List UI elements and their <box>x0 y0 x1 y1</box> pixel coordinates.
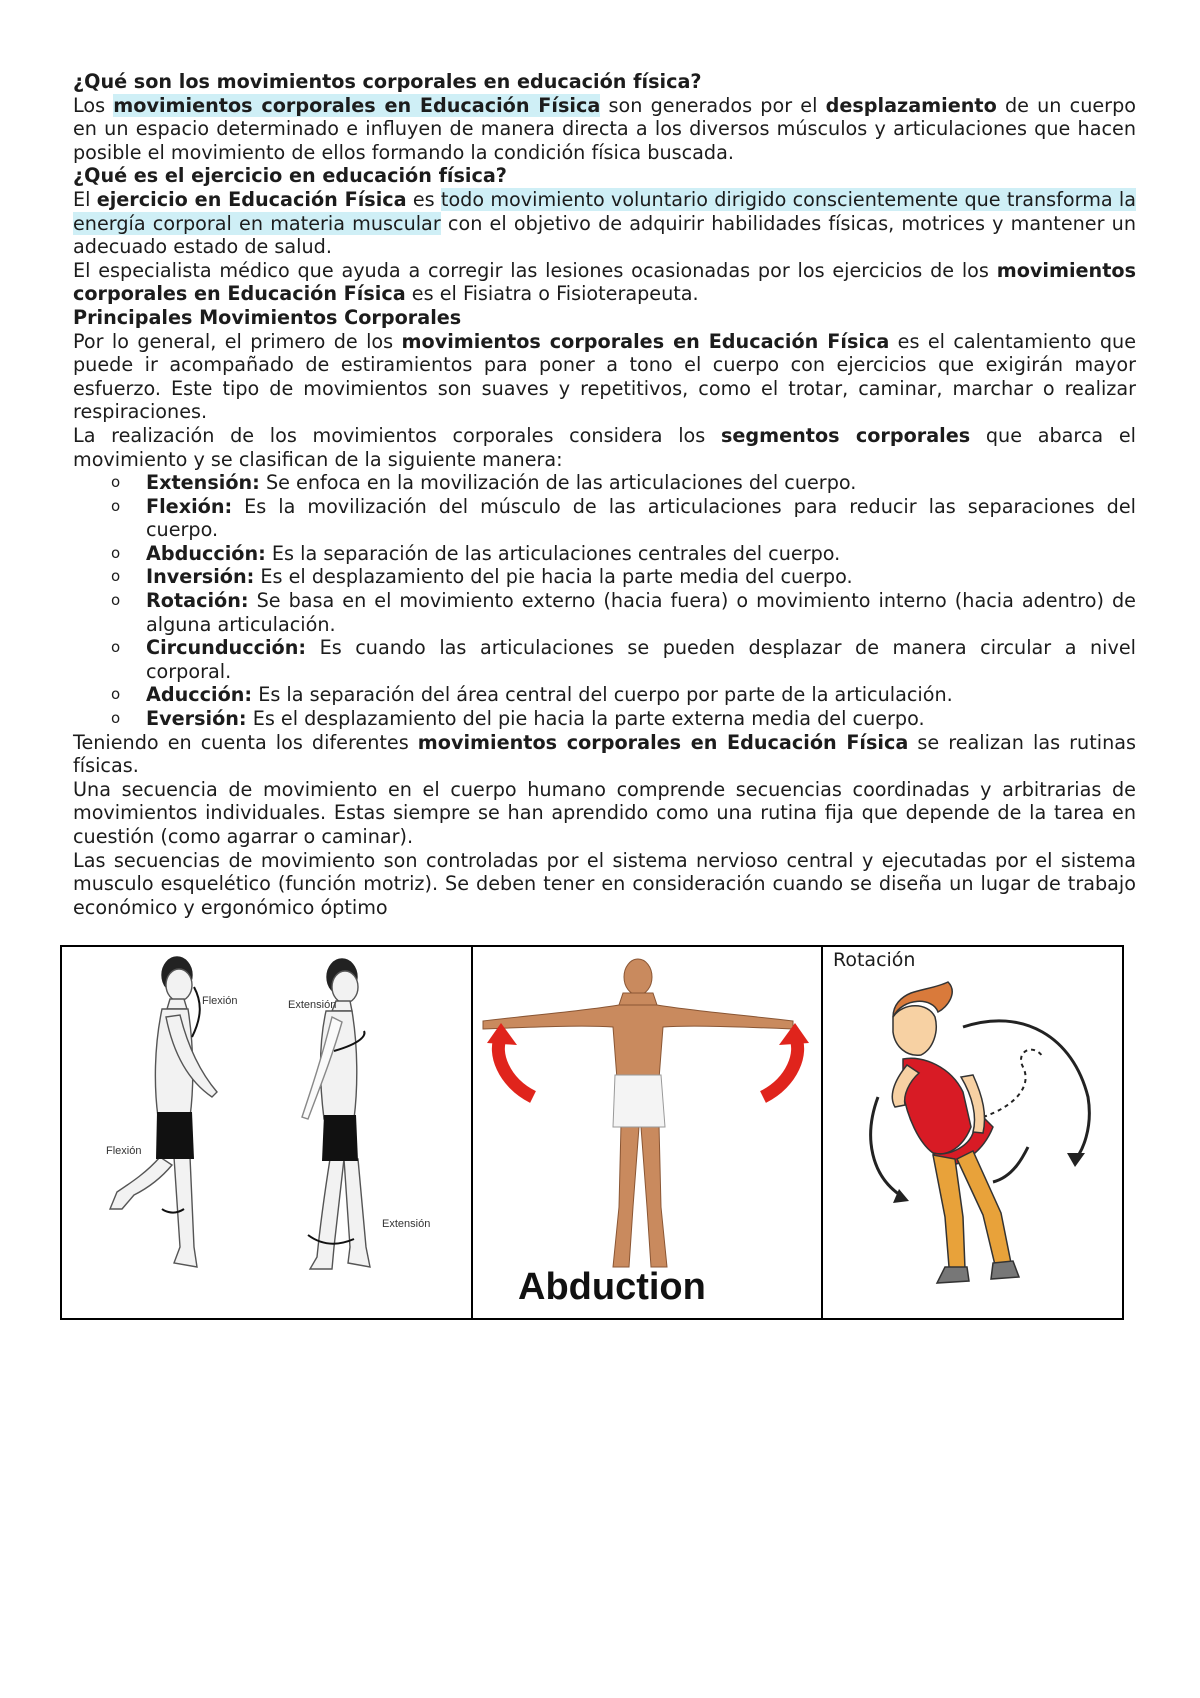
figure-flexion-extension <box>62 947 473 1318</box>
list-desc: Es el desplazamiento del pie hacia la parte externa media del cuerpo. <box>246 707 925 731</box>
paragraph-movimientos <box>73 94 1136 165</box>
document-body <box>73 70 1136 919</box>
arrow-right <box>763 1037 798 1097</box>
bullet-icon: o <box>111 685 121 704</box>
text: La realización de los movimientos corporales considera los <box>73 423 721 447</box>
list-term: Circunducción: <box>146 636 307 660</box>
list-term: Eversión: <box>146 707 247 731</box>
shorts <box>613 1075 665 1127</box>
list-term: Inversión: <box>146 565 255 589</box>
bold-term: segmentos corporales <box>720 423 971 447</box>
bullet-icon: o <box>111 473 121 492</box>
rotacion-illustration <box>823 947 1122 1318</box>
bold-term: movimientos corporales en Educación Física <box>73 258 1136 306</box>
shorts <box>156 1112 194 1159</box>
list-term: Aducción: <box>146 683 253 707</box>
list-desc: Es la separación del área central del cuerpo por parte de la articulación. <box>252 683 953 707</box>
heading-ejercicio: ¿Qué es el ejercicio en educación física? <box>73 164 507 188</box>
list-desc: Es el desplazamiento del pie hacia la parte media del cuerpo. <box>254 565 853 589</box>
text: Por lo general, el primero de los <box>73 329 402 353</box>
heading-movimientos: ¿Qué son los movimientos corporales en educación física? <box>73 70 702 93</box>
abduction-illustration <box>473 947 823 1318</box>
text: de un cuerpo en un espacio determinado e influyen de manera directa a los diversos músculos y articulaciones que hacen posible el movimiento de ellos formando la condición física buscada. <box>73 93 1136 164</box>
figure-table <box>60 945 1124 1320</box>
text: es el calentamiento que puede ir acompañado de estiramientos para poner a tono el cuerpo con ejercicios que exigirán mayor esfuerzo. Este tipo de movimientos son suaves y repetitivos, como el trotar, caminar, marchar o realizar respiraciones. <box>73 329 1136 424</box>
list-item <box>73 589 1136 636</box>
list-item <box>73 495 1136 542</box>
bullet-icon: o <box>111 567 121 586</box>
list-desc: Es cuando las articulaciones se pueden desplazar de manera circular a nivel corporal. <box>146 636 1136 683</box>
bullet-icon: o <box>111 638 121 657</box>
list-term: Rotación: <box>146 589 249 613</box>
list-item <box>73 683 1136 707</box>
list-item <box>73 636 1136 683</box>
text: El <box>73 187 97 211</box>
label-flexion-top: Flexión <box>202 995 238 1007</box>
paragraph-ejercicio <box>73 188 1136 259</box>
bullet-icon: o <box>111 496 121 515</box>
list-item <box>73 565 1136 589</box>
text: se realizan las rutinas físicas. <box>73 730 1136 778</box>
list-desc: Se basa en el movimiento externo (hacia fuera) o movimiento interno (hacia adentro) de alguna articulación. <box>146 589 1136 636</box>
list-term: Flexión: <box>146 494 233 518</box>
text: El especialista médico que ayuda a corregir las lesiones ocasionadas por los ejercicios de los <box>73 258 997 282</box>
text: con el objetivo de adquirir habilidades físicas, motrices y mantener un adecuado estado de salud. <box>73 211 1136 259</box>
text: es el Fisiatra o Fisioterapeuta. <box>405 282 699 306</box>
highlighted-definition: todo movimiento voluntario dirigido conscientemente que transforma la energía corporal en materia muscular <box>73 187 1136 235</box>
highlighted-term: movimientos corporales en Educación Física <box>113 93 601 117</box>
label-extension-leg: Extensión <box>382 1218 431 1230</box>
list-term: Abducción: <box>146 541 266 565</box>
list-desc: Es la separación de las articulaciones centrales del cuerpo. <box>265 541 841 565</box>
list-item <box>73 707 1136 731</box>
list-item <box>73 542 1136 566</box>
label-extension-top: Extensión <box>288 999 337 1011</box>
shorts <box>322 1115 358 1161</box>
paragraph-rutinas <box>73 731 1136 778</box>
paragraph-calentamiento <box>73 330 1136 424</box>
paragraph-especialista <box>73 259 1136 306</box>
text: que abarca el movimiento y se clasifican de la siguiente manera: <box>73 423 1136 471</box>
bold-term: movimientos corporales en Educación Física <box>417 730 909 754</box>
paragraph-secuencia: Una secuencia de movimiento en el cuerpo humano comprende secuencias coordinadas y arbitrarias de movimientos individuales. Estas siempre se han aprendido como una rutina fija que depende de la tarea en cuestión (como agarrar o caminar). <box>73 777 1136 848</box>
bold-term: desplazamiento <box>825 93 997 117</box>
paragraph-segmentos <box>73 424 1136 471</box>
text: es <box>406 187 441 211</box>
bold-term: ejercicio en Educación Física <box>96 187 407 211</box>
bullet-icon: o <box>111 591 121 610</box>
list-item <box>73 471 1136 495</box>
label-flexion-leg: Flexión <box>106 1145 142 1157</box>
segments-list <box>73 471 1136 731</box>
abduction-caption: Abduction <box>518 1266 706 1308</box>
arrow-left <box>498 1037 533 1097</box>
list-term: Extensión: <box>146 471 260 495</box>
text: Teniendo en cuenta los diferentes <box>73 730 418 754</box>
flexion-extension-illustration <box>62 947 473 1318</box>
figure-abduction <box>473 947 823 1318</box>
heading-principales: Principales Movimientos Corporales <box>73 305 462 329</box>
rotacion-caption: Rotación <box>833 949 916 971</box>
text: Los <box>73 93 114 117</box>
bold-term: movimientos corporales en Educación Física <box>401 329 890 353</box>
list-desc: Es la movilización del músculo de las articulaciones para reducir las separaciones del cuerpo. <box>146 494 1136 542</box>
bullet-icon: o <box>111 709 121 728</box>
paragraph-control: Las secuencias de movimiento son controladas por el sistema nervioso central y ejecutadas por el sistema musculo esquelético (función motriz). Se deben tener en consideración cuando se diseña un lugar de trabajo económico y ergonómico óptimo <box>73 848 1136 919</box>
bullet-icon: o <box>111 543 121 562</box>
figure-rotacion <box>823 947 1122 1318</box>
text: son generados por el <box>600 93 826 117</box>
list-desc: Se enfoca en la movilización de las articulaciones del cuerpo. <box>259 471 857 495</box>
